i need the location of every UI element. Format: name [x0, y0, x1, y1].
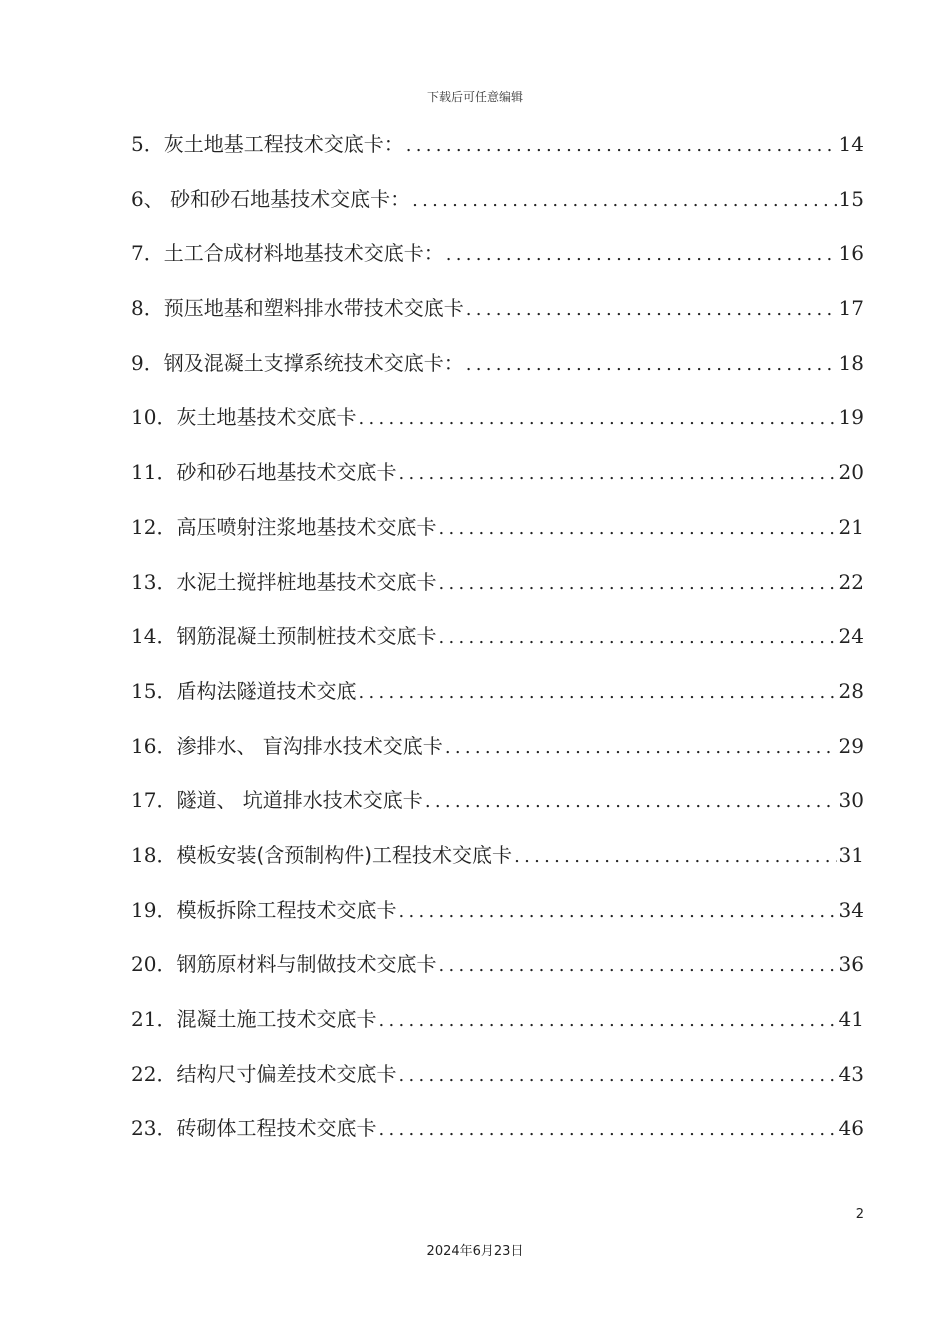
page-header: 下载后可任意编辑 [426, 90, 523, 104]
toc-entry-title: 砖砌体工程技术交底卡 [176, 1116, 377, 1141]
toc-entry-page: 20 [838, 460, 864, 485]
toc-entry-number: 14． [131, 624, 177, 649]
toc-entry-title: 预压地基和塑料排水带技术交底卡 [163, 296, 464, 321]
toc-entry-title: 盾构法隧道技术交底 [176, 678, 357, 703]
toc-entry-number: 15． [131, 678, 177, 703]
toc-entry-page: 15 [838, 186, 864, 211]
toc-entry-number: 10． [131, 405, 177, 430]
toc-entry-title: 模板安装(含预制构件)工程技术交底卡 [176, 842, 513, 867]
toc-entry[interactable] [131, 397, 864, 452]
toc-entry-number: 13． [131, 569, 177, 594]
toc-entry-title: 砂和砂石地基技术交底卡： [170, 186, 411, 211]
toc-entry-title: 钢筋原材料与制做技术交底卡 [176, 952, 437, 977]
toc-entry-number: 23． [131, 1116, 177, 1141]
toc-entry-title: 结构尺寸偏差技术交底卡 [176, 1061, 397, 1086]
toc-entry-number: 21． [131, 1007, 177, 1031]
toc-entry[interactable] [131, 999, 864, 1054]
toc-entry-page: 34 [838, 897, 864, 922]
toc-dot-leader [438, 946, 836, 986]
toc-dot-leader [412, 181, 836, 221]
toc-dot-leader [446, 235, 837, 275]
table-of-contents [131, 124, 864, 1163]
footer-date: 2024年6月23日 [426, 1244, 524, 1259]
toc-entry-title: 土工合成材料地基技术交底卡： [163, 241, 444, 266]
toc-entry-title: 砂和砂石地基技术交底卡 [176, 460, 397, 485]
toc-entry-page: 21 [838, 514, 864, 539]
toc-entry[interactable] [131, 890, 864, 945]
toc-dot-leader [406, 126, 837, 166]
toc-entry[interactable] [131, 1054, 864, 1109]
toc-entry-page: 43 [838, 1061, 864, 1086]
toc-entry[interactable] [131, 1108, 864, 1163]
toc-entry-title: 高压喷射注浆地基技术交底卡 [176, 514, 437, 539]
toc-entry-page: 24 [838, 624, 864, 649]
toc-entry-page: 29 [838, 733, 864, 758]
toc-entry-number: 8． [131, 296, 164, 321]
toc-entry-number: 9． [131, 350, 164, 375]
toc-entry-page: 31 [838, 842, 864, 867]
toc-entry-number: 20． [131, 952, 177, 977]
toc-entry[interactable] [131, 835, 864, 890]
toc-entry-page: 17 [838, 296, 864, 321]
toc-dot-leader [358, 673, 836, 713]
toc-entry-title: 钢及混凝土支撑系统技术交底卡： [163, 350, 464, 375]
toc-entry-page: 36 [838, 952, 864, 977]
toc-dot-leader [378, 1001, 836, 1041]
toc-entry-title: 混凝土施工技术交底卡 [176, 1007, 377, 1031]
toc-dot-leader [466, 290, 837, 330]
toc-entry[interactable] [131, 616, 864, 671]
toc-dot-leader [438, 564, 836, 604]
toc-entry[interactable] [131, 452, 864, 507]
toc-entry-number: 7． [131, 241, 164, 266]
toc-dot-leader [438, 618, 836, 658]
toc-entry-page: 41 [838, 1007, 864, 1031]
toc-entry-number: 11． [131, 460, 177, 485]
toc-entry-number: 19． [131, 897, 177, 922]
toc-entry-page: 16 [838, 241, 864, 266]
toc-entry-number: 22． [131, 1061, 177, 1086]
toc-entry-page: 30 [838, 788, 864, 813]
toc-entry-number: 18． [131, 842, 177, 867]
toc-entry[interactable] [131, 780, 864, 835]
toc-entry[interactable] [131, 124, 864, 179]
toc-entry-number: 17． [131, 788, 177, 813]
toc-entry[interactable] [131, 507, 864, 562]
toc-entry-page: 19 [838, 405, 864, 430]
toc-dot-leader [438, 509, 836, 549]
toc-entry[interactable] [131, 343, 864, 398]
toc-entry-page: 46 [838, 1116, 864, 1141]
toc-entry-title: 灰土地基工程技术交底卡： [163, 132, 404, 156]
toc-entry-title: 隧道、 坑道排水技术交底卡 [176, 788, 423, 813]
toc-dot-leader [425, 782, 837, 822]
toc-entry-number: 5． [131, 132, 164, 156]
toc-entry[interactable] [131, 671, 864, 726]
toc-entry-title: 渗排水、 盲沟排水技术交底卡 [176, 733, 443, 758]
toc-entry-page: 28 [838, 678, 864, 703]
toc-entry-title: 钢筋混凝土预制桩技术交底卡 [176, 624, 437, 649]
toc-dot-leader [514, 837, 836, 877]
toc-entry-title: 模板拆除工程技术交底卡 [176, 897, 397, 922]
toc-dot-leader [358, 399, 836, 439]
toc-entry[interactable] [131, 944, 864, 999]
toc-entry[interactable] [131, 179, 864, 234]
toc-entry-number: 12． [131, 514, 177, 539]
toc-entry-number: 16． [131, 733, 177, 758]
toc-entry-page: 14 [838, 132, 864, 156]
toc-entry[interactable] [131, 233, 864, 288]
toc-dot-leader [398, 1056, 836, 1096]
toc-entry[interactable] [131, 726, 864, 781]
toc-entry[interactable] [131, 562, 864, 617]
toc-entry[interactable] [131, 288, 864, 343]
toc-entry-page: 22 [838, 569, 864, 594]
toc-dot-leader [398, 892, 836, 932]
toc-entry-title: 水泥土搅拌桩地基技术交底卡 [176, 569, 437, 594]
toc-dot-leader [466, 345, 837, 385]
toc-dot-leader [445, 728, 837, 768]
page-number: 2 [855, 1207, 864, 1222]
toc-dot-leader [378, 1110, 836, 1150]
toc-entry-title: 灰土地基技术交底卡 [176, 405, 357, 430]
toc-dot-leader [398, 454, 836, 494]
toc-entry-number: 6、 [131, 186, 171, 211]
toc-entry-page: 18 [838, 350, 864, 375]
